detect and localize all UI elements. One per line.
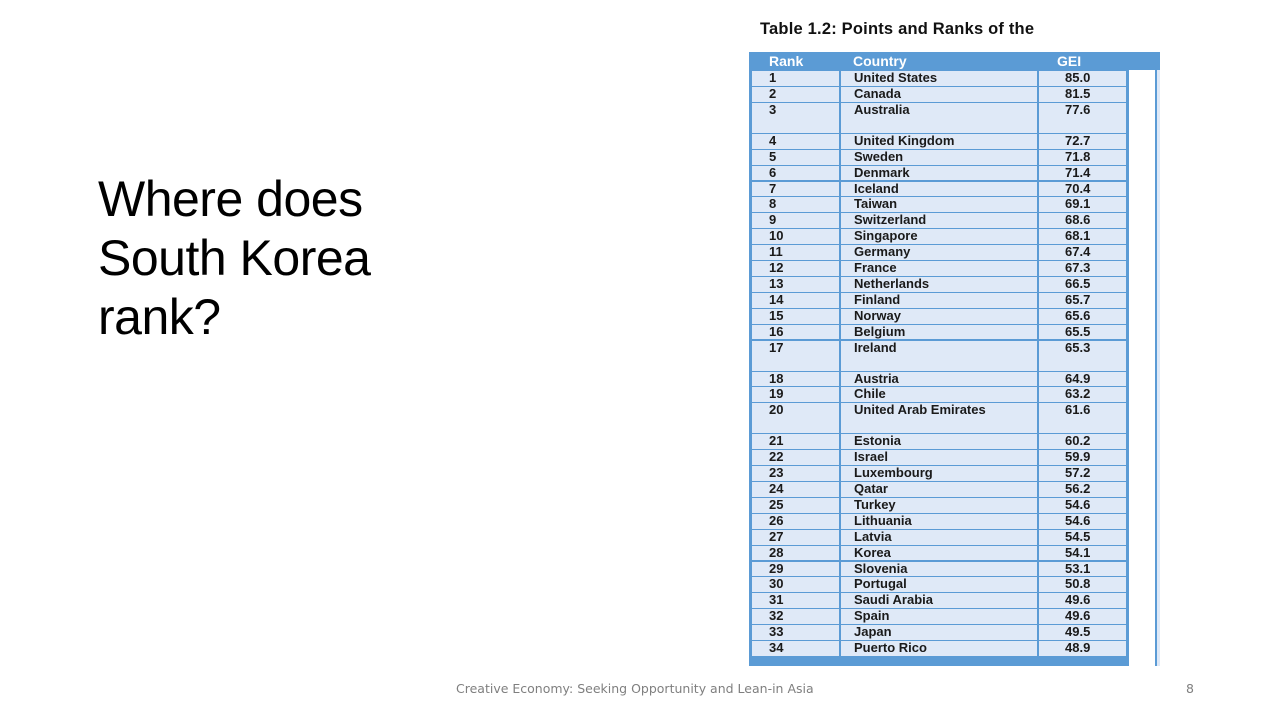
- table-row: [752, 433, 1126, 449]
- country-cell: [841, 182, 1037, 197]
- table-row: [752, 228, 1126, 244]
- table-row: [752, 513, 1126, 529]
- country-cell-text: Taiwan: [854, 196, 898, 212]
- rank-cell-text: 34: [769, 640, 784, 655]
- table-row: [752, 561, 1126, 577]
- gei-cell: [1039, 498, 1126, 513]
- country-cell-text: Luxembourg: [854, 465, 933, 481]
- gei-cell-text: 85.0: [1065, 70, 1091, 85]
- rank-cell-text: 25: [769, 496, 784, 512]
- country-cell-text: Slovenia: [854, 560, 908, 576]
- country-cell: [841, 514, 1037, 529]
- country-cell-text: Estonia: [854, 433, 901, 449]
- country-cell: [841, 261, 1037, 276]
- gei-cell-text: 71.4: [1065, 164, 1091, 180]
- rank-cell: [752, 641, 839, 656]
- table-row: [752, 386, 1126, 402]
- country-cell-text: United Kingdom: [854, 132, 955, 148]
- rank-cell-text: 31: [769, 592, 784, 608]
- gei-cell-text: 56.2: [1065, 481, 1091, 496]
- slide-question: Where does South Korea rank?: [98, 171, 371, 345]
- rank-cell-text: 10: [769, 228, 784, 244]
- country-cell-text: Sweden: [854, 148, 904, 164]
- table-row: [752, 402, 1126, 433]
- country-cell: [841, 546, 1037, 561]
- country-cell-text: Spain: [854, 608, 890, 624]
- country-cell-text: Canada: [854, 85, 901, 101]
- gei-cell-text: 54.1: [1065, 544, 1091, 560]
- rank-cell-text: 8: [769, 196, 777, 212]
- rank-cell-text: 11: [769, 244, 783, 260]
- table-row: [752, 449, 1126, 465]
- gei-cell: [1039, 341, 1126, 371]
- country-cell: [841, 245, 1037, 260]
- country-cell: [841, 277, 1037, 292]
- country-cell-text: Portugal: [854, 576, 907, 592]
- table-row: [752, 149, 1126, 165]
- table-row: [752, 70, 1126, 86]
- gei-cell-text: 68.6: [1065, 212, 1091, 228]
- rank-cell-text: 28: [769, 544, 784, 560]
- country-cell: [841, 434, 1037, 449]
- country-cell: [841, 293, 1037, 308]
- rank-cell-text: 4: [769, 132, 777, 148]
- country-cell-text: Saudi Arabia: [854, 592, 933, 608]
- gei-cell: [1039, 245, 1126, 260]
- ranking-table-image: [746, 18, 1160, 666]
- gei-cell: [1039, 261, 1126, 276]
- table-row: [752, 102, 1126, 133]
- country-cell: [841, 71, 1037, 86]
- country-cell: [841, 498, 1037, 513]
- gei-cell: [1039, 577, 1126, 592]
- country-cell: [841, 387, 1037, 402]
- table-row: [752, 308, 1126, 324]
- country-cell: [841, 87, 1037, 102]
- table-edge-column: [1157, 70, 1160, 666]
- table-row: [752, 371, 1126, 387]
- rank-cell: [752, 182, 839, 197]
- country-cell-text: Iceland: [854, 180, 899, 196]
- gei-cell: [1039, 609, 1126, 624]
- rank-cell-text: 12: [769, 260, 784, 275]
- table-row: [752, 324, 1126, 340]
- country-cell-text: Korea: [854, 544, 891, 560]
- rank-cell-text: 14: [769, 291, 784, 307]
- country-cell: [841, 325, 1037, 340]
- gei-cell-text: 54.6: [1065, 512, 1091, 528]
- country-cell-text: United States: [854, 70, 938, 85]
- table-inner-column: [1129, 70, 1155, 666]
- rank-cell: [752, 498, 839, 513]
- country-cell-text: Qatar: [854, 481, 888, 496]
- gei-cell-text: 60.2: [1065, 433, 1091, 449]
- rank-cell-text: 3: [769, 101, 777, 117]
- country-cell: [841, 197, 1037, 212]
- gei-cell: [1039, 466, 1126, 481]
- rank-cell-text: 32: [769, 608, 784, 624]
- rank-cell-text: 7: [769, 180, 777, 196]
- country-cell: [841, 641, 1037, 656]
- rank-cell-text: 24: [769, 481, 784, 496]
- table-row: [752, 465, 1126, 481]
- gei-cell-text: 70.4: [1065, 180, 1091, 196]
- rank-cell: [752, 593, 839, 608]
- ranking-table: [749, 52, 1160, 666]
- gei-cell: [1039, 166, 1126, 181]
- table-row: [752, 608, 1126, 624]
- rank-cell-text: 16: [769, 323, 784, 339]
- rank-cell: [752, 546, 839, 561]
- rank-cell-text: 20: [769, 402, 784, 418]
- country-cell: [841, 103, 1037, 133]
- gei-cell: [1039, 309, 1126, 324]
- rank-cell-text: 9: [769, 212, 777, 228]
- rank-cell: [752, 213, 839, 228]
- country-cell-text: Austria: [854, 370, 899, 386]
- gei-cell: [1039, 641, 1126, 656]
- gei-cell: [1039, 434, 1126, 449]
- gei-cell-text: 71.8: [1065, 148, 1091, 164]
- gei-cell-text: 67.4: [1065, 244, 1091, 260]
- gei-cell: [1039, 403, 1126, 433]
- rank-cell: [752, 197, 839, 212]
- gei-cell-text: 81.5: [1065, 85, 1091, 101]
- rank-cell: [752, 261, 839, 276]
- gei-cell: [1039, 134, 1126, 149]
- rank-cell: [752, 372, 839, 387]
- page-number: 8: [1186, 681, 1194, 696]
- rank-cell-text: 33: [769, 624, 784, 640]
- rank-cell: [752, 403, 839, 433]
- country-cell-text: Norway: [854, 307, 901, 323]
- country-cell-text: Finland: [854, 291, 901, 307]
- rank-cell-text: 21: [769, 433, 784, 449]
- table-row: [752, 86, 1126, 102]
- country-cell-text: Japan: [854, 624, 892, 640]
- rank-cell-text: 29: [769, 560, 784, 576]
- table-header-row: [749, 52, 1160, 70]
- country-cell: [841, 341, 1037, 371]
- country-cell: [841, 309, 1037, 324]
- rank-cell: [752, 341, 839, 371]
- country-cell-text: United Arab Emirates: [854, 402, 986, 418]
- rank-cell-text: 2: [769, 85, 777, 101]
- gei-cell: [1039, 562, 1126, 577]
- rank-cell: [752, 229, 839, 244]
- gei-cell-text: 54.6: [1065, 496, 1091, 512]
- gei-cell: [1039, 150, 1126, 165]
- gei-cell-text: 65.5: [1065, 323, 1091, 339]
- table-row: [752, 181, 1126, 197]
- rank-cell: [752, 166, 839, 181]
- rank-cell-text: 23: [769, 465, 784, 481]
- gei-cell-text: 69.1: [1065, 196, 1091, 212]
- gei-cell: [1039, 593, 1126, 608]
- rank-cell-text: 26: [769, 512, 784, 528]
- rank-cell: [752, 309, 839, 324]
- rank-cell-text: 27: [769, 528, 784, 544]
- country-cell: [841, 593, 1037, 608]
- table-row: [752, 340, 1126, 371]
- gei-cell: [1039, 450, 1126, 465]
- rank-cell: [752, 277, 839, 292]
- table-row: [752, 545, 1126, 561]
- rank-cell: [752, 625, 839, 640]
- gei-cell: [1039, 277, 1126, 292]
- rank-cell-text: 30: [769, 576, 784, 592]
- gei-cell-text: 65.3: [1065, 339, 1091, 355]
- gei-cell-text: 65.6: [1065, 307, 1091, 323]
- country-cell: [841, 150, 1037, 165]
- gei-cell-text: 77.6: [1065, 101, 1091, 117]
- gei-cell: [1039, 293, 1126, 308]
- country-cell: [841, 482, 1037, 497]
- country-cell: [841, 530, 1037, 545]
- footer-text: Creative Economy: Seeking Opportunity and Lean-in Asia: [456, 681, 814, 696]
- header-gei: GEI: [1057, 53, 1082, 69]
- gei-cell: [1039, 625, 1126, 640]
- country-cell: [841, 562, 1037, 577]
- gei-cell: [1039, 482, 1126, 497]
- table-row: [752, 165, 1126, 181]
- gei-cell-text: 53.1: [1065, 560, 1091, 576]
- rank-cell: [752, 466, 839, 481]
- header-country: Country: [853, 53, 907, 69]
- gei-cell: [1039, 229, 1126, 244]
- country-cell-text: Israel: [854, 449, 888, 465]
- gei-cell: [1039, 87, 1126, 102]
- table-row: [752, 292, 1126, 308]
- country-cell-text: Ireland: [854, 339, 897, 355]
- country-cell-text: Belgium: [854, 323, 906, 339]
- country-cell-text: Australia: [854, 101, 910, 117]
- table-row: [752, 640, 1126, 656]
- gei-cell-text: 72.7: [1065, 132, 1091, 148]
- country-cell-text: Lithuania: [854, 512, 912, 528]
- gei-cell: [1039, 530, 1126, 545]
- country-cell-text: France: [854, 260, 897, 275]
- country-cell: [841, 403, 1037, 433]
- country-cell: [841, 229, 1037, 244]
- table-title: Table 1.2: Points and Ranks of the: [760, 20, 1035, 38]
- gei-cell-text: 59.9: [1065, 449, 1091, 465]
- rank-cell: [752, 71, 839, 86]
- gei-cell: [1039, 514, 1126, 529]
- gei-cell-text: 50.8: [1065, 576, 1091, 592]
- country-cell: [841, 625, 1037, 640]
- rank-cell: [752, 245, 839, 260]
- rank-cell: [752, 134, 839, 149]
- rank-cell: [752, 150, 839, 165]
- header-rank: Rank: [769, 53, 804, 69]
- gei-cell: [1039, 103, 1126, 133]
- gei-cell: [1039, 546, 1126, 561]
- rank-cell: [752, 87, 839, 102]
- rank-cell: [752, 434, 839, 449]
- rank-cell: [752, 609, 839, 624]
- country-cell-text: Turkey: [854, 496, 896, 512]
- rank-cell-text: 18: [769, 370, 784, 386]
- rank-cell-text: 1: [769, 70, 777, 85]
- gei-cell-text: 68.1: [1065, 228, 1091, 244]
- country-cell: [841, 466, 1037, 481]
- table-row: [752, 529, 1126, 545]
- rank-cell: [752, 562, 839, 577]
- rank-cell-text: 22: [769, 449, 784, 465]
- country-cell: [841, 372, 1037, 387]
- rank-cell: [752, 387, 839, 402]
- rank-cell-text: 15: [769, 307, 784, 323]
- gei-cell-text: 64.9: [1065, 370, 1091, 386]
- country-cell: [841, 213, 1037, 228]
- country-cell-text: Denmark: [854, 164, 910, 180]
- table-row: [752, 276, 1126, 292]
- gei-cell-text: 66.5: [1065, 275, 1091, 291]
- rank-cell-text: 5: [769, 148, 777, 164]
- table-row: [752, 196, 1126, 212]
- country-cell: [841, 166, 1037, 181]
- table-row: [752, 481, 1126, 497]
- rank-cell: [752, 514, 839, 529]
- country-cell-text: Switzerland: [854, 212, 927, 228]
- country-cell-text: Puerto Rico: [854, 640, 927, 655]
- rank-cell-text: 19: [769, 386, 784, 402]
- rank-cell: [752, 450, 839, 465]
- rank-cell-text: 17: [769, 339, 784, 355]
- gei-cell: [1039, 387, 1126, 402]
- gei-cell: [1039, 325, 1126, 340]
- country-cell: [841, 450, 1037, 465]
- country-cell-text: Singapore: [854, 228, 918, 244]
- table-row: [752, 497, 1126, 513]
- table-row: [752, 592, 1126, 608]
- table-row: [752, 244, 1126, 260]
- rank-cell-text: 6: [769, 164, 777, 180]
- gei-cell: [1039, 182, 1126, 197]
- country-cell: [841, 609, 1037, 624]
- rank-cell-text: 13: [769, 275, 784, 291]
- table-row: [752, 212, 1126, 228]
- rank-cell: [752, 482, 839, 497]
- rank-cell: [752, 325, 839, 340]
- gei-cell-text: 49.6: [1065, 608, 1091, 624]
- table-row: [752, 624, 1126, 640]
- gei-cell-text: 63.2: [1065, 386, 1091, 402]
- gei-cell-text: 57.2: [1065, 465, 1091, 481]
- rank-cell: [752, 577, 839, 592]
- gei-cell-text: 61.6: [1065, 402, 1091, 418]
- table-row: [752, 260, 1126, 276]
- gei-cell-text: 49.6: [1065, 592, 1091, 608]
- country-cell: [841, 134, 1037, 149]
- gei-cell: [1039, 71, 1126, 86]
- country-cell-text: Germany: [854, 244, 911, 260]
- gei-cell-text: 48.9: [1065, 640, 1091, 655]
- rank-cell: [752, 103, 839, 133]
- gei-cell-text: 49.5: [1065, 624, 1091, 640]
- country-cell-text: Netherlands: [854, 275, 930, 291]
- table-row: [752, 576, 1126, 592]
- country-cell-text: Chile: [854, 386, 886, 402]
- gei-cell: [1039, 372, 1126, 387]
- gei-cell-text: 65.7: [1065, 291, 1091, 307]
- gei-cell-text: 67.3: [1065, 260, 1091, 275]
- country-cell: [841, 577, 1037, 592]
- gei-cell-text: 54.5: [1065, 528, 1091, 544]
- gei-cell: [1039, 197, 1126, 212]
- gei-cell: [1039, 213, 1126, 228]
- rank-cell: [752, 530, 839, 545]
- table-row: [752, 133, 1126, 149]
- country-cell-text: Latvia: [854, 528, 892, 544]
- rank-cell: [752, 293, 839, 308]
